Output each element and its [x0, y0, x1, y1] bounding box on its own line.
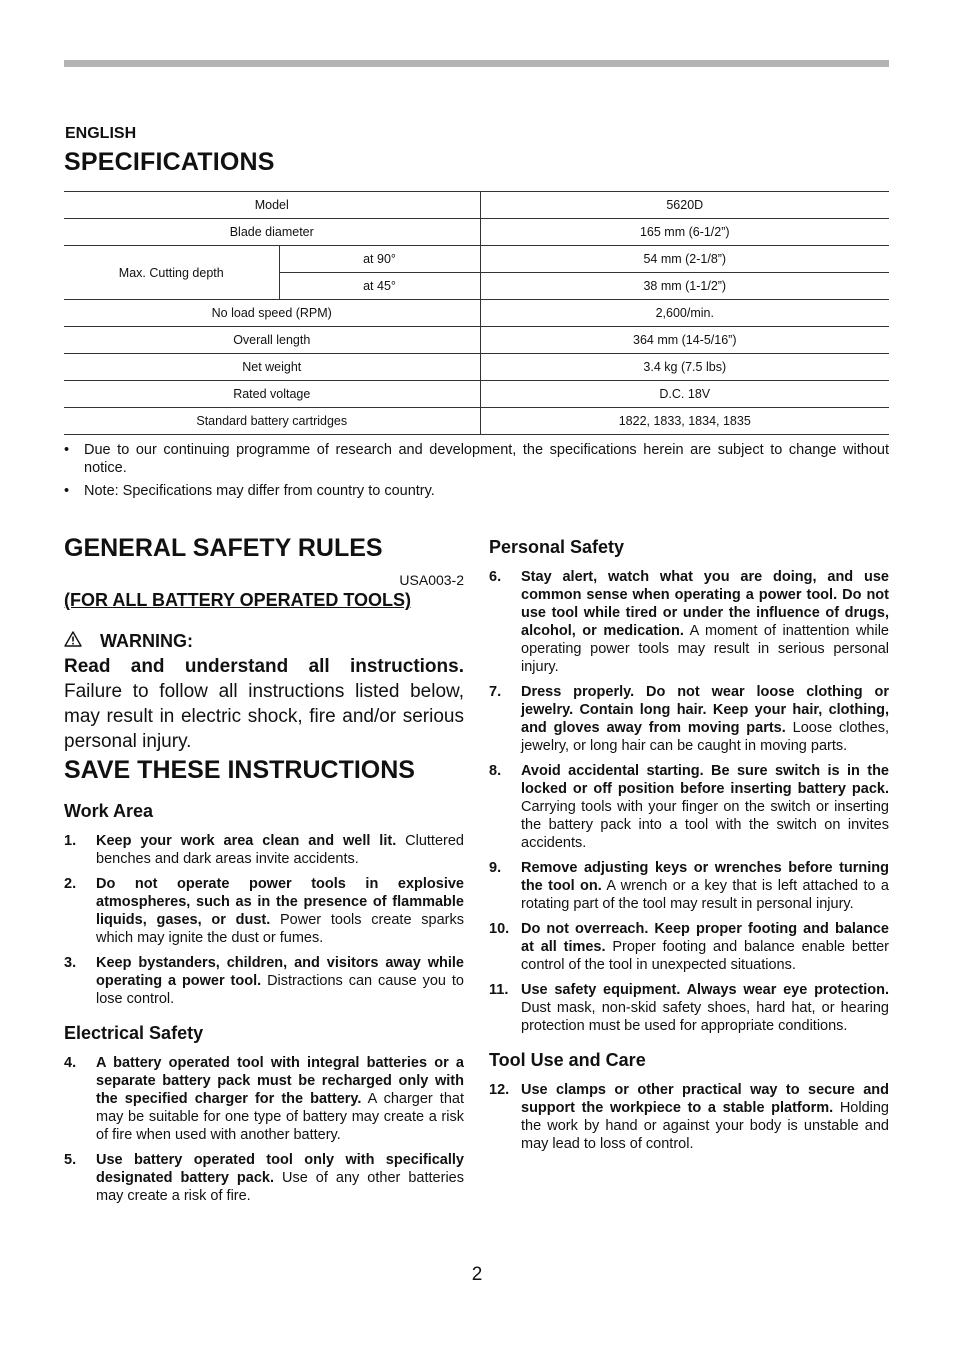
list-item [64, 1151, 464, 1205]
item-number: 5. [64, 1152, 77, 1168]
read-instructions-paragraph [64, 654, 464, 754]
read-instructions-text: Failure to follow all instructions listed below, may result in electric shock, fire and/or serious personal injury. [64, 681, 464, 752]
item-bold-text: Use safety equipment. Always wear eye protection. [521, 982, 889, 998]
item-number: 6. [489, 569, 502, 585]
item-number: 12. [489, 1082, 510, 1098]
table-row [64, 192, 889, 219]
warning-heading [64, 631, 464, 652]
spec-value: 38 mm (1-1/2”) [480, 273, 889, 300]
spec-label: Net weight [64, 354, 480, 381]
work-area-heading: Work Area [64, 801, 154, 821]
list-item [64, 832, 464, 868]
item-number: 1. [64, 833, 77, 849]
list-item [489, 981, 889, 1035]
item-body-text: Loose clothes, jewelry, or long hair can be caught in moving parts. [521, 720, 889, 754]
list-item [64, 954, 464, 1008]
item-bold-text: Stay alert, watch what you are doing, and use common sense when operating a power tool. Do not use tool while tired or under the influence of drugs, alcohol, or medication. [521, 569, 889, 639]
item-bold-text: Avoid accidental starting. Be sure switch is in the locked or off position before inserting battery pack. [521, 763, 889, 797]
item-text [96, 954, 464, 1008]
header-rule [64, 60, 889, 67]
item-body-text: Carrying tools with your finger on the switch or inserting the battery pack into a tool with the switch on invites accidents. [521, 799, 889, 851]
list-item [489, 683, 889, 755]
table-row [64, 327, 889, 354]
item-number: 11. [489, 982, 509, 998]
item-body-text: Dust mask, non-skid safety shoes, hard hat, or hearing protection must be used for appropriate conditions. [521, 1000, 889, 1034]
right-column [489, 536, 889, 1160]
item-body-text: Use of any other batteries may create a risk of fire. [96, 1170, 464, 1204]
spec-label: Rated voltage [64, 381, 480, 408]
item-body-text: Holding the work by hand or against your body is unstable and may lead to loss of control. [521, 1100, 890, 1152]
spec-value: 1822, 1833, 1834, 1835 [480, 408, 889, 435]
item-number: 3. [64, 955, 77, 971]
spec-value: 2,600/min. [480, 300, 889, 327]
spec-value: 5620D [480, 192, 889, 219]
item-text [521, 568, 889, 676]
list-item [489, 920, 889, 974]
safety-rules-title: GENERAL SAFETY RULES [64, 534, 383, 562]
personal-safety-heading: Personal Safety [489, 537, 625, 557]
table-row [64, 300, 889, 327]
list-item [64, 1054, 464, 1144]
item-text [521, 859, 889, 913]
spec-label: Max. Cutting depth [64, 246, 279, 300]
item-bold-text: A battery operated tool with integral batteries or a separate battery pack must be recharged only with the specified charger for the battery. [96, 1055, 464, 1107]
list-item [489, 762, 889, 852]
item-body-text: Proper footing and balance enable better control of the tool in unexpected situations. [521, 939, 889, 973]
for-all-tools-heading: (FOR ALL BATTERY OPERATED TOOLS) [64, 590, 412, 610]
electrical-safety-heading: Electrical Safety [64, 1023, 204, 1043]
spec-label: Blade diameter [64, 219, 480, 246]
save-instructions-title: SAVE THESE INSTRUCTIONS [64, 756, 415, 784]
item-body-text: Distractions can cause you to lose control. [96, 973, 464, 1007]
spec-label: No load speed (RPM) [64, 300, 480, 327]
item-text [96, 1054, 464, 1144]
item-text [521, 920, 889, 974]
list-item [489, 568, 889, 676]
item-bold-text: Do not overreach. Keep proper footing and balance at all times. [521, 921, 889, 955]
spec-label: Overall length [64, 327, 480, 354]
spec-value: D.C. 18V [480, 381, 889, 408]
spec-sublabel: at 90° [279, 246, 480, 273]
item-bold-text: Keep bystanders, children, and visitors away while operating a power tool. [96, 955, 464, 989]
table-row [64, 219, 889, 246]
item-body-text: A wrench or a key that is left attached to a rotating part of the tool may result in personal injury. [521, 878, 890, 912]
spec-label: Standard battery cartridges [64, 408, 480, 435]
table-row [64, 246, 889, 273]
item-bold-text: Use battery operated tool only with specifically designated battery pack. [96, 1152, 464, 1186]
list-item: • Due to our continuing programme of research and development, the specifications herein are subject to change without notice. [64, 441, 889, 477]
table-row [64, 354, 889, 381]
item-text [521, 762, 889, 852]
spec-label: Model [64, 192, 480, 219]
item-number: 2. [64, 876, 77, 892]
list-item: • Note: Specifications may differ from country to country. [64, 482, 889, 500]
item-text [521, 683, 889, 755]
item-number: 9. [489, 860, 502, 876]
table-row [64, 381, 889, 408]
item-body-text: A charger that may be suitable for one type of battery may create a risk of fire when used with another battery. [96, 1091, 464, 1143]
spec-notes [64, 441, 889, 505]
document-code: USA003-2 [399, 572, 464, 588]
table-row [64, 408, 889, 435]
list-item [489, 859, 889, 913]
spec-value: 165 mm (6-1/2”) [480, 219, 889, 246]
item-number: 10. [489, 921, 510, 937]
item-bold-text: Use clamps or other practical way to secure and support the workpiece to a stable platform. [521, 1082, 889, 1116]
item-bold-text: Do not operate power tools in explosive atmospheres, such as in the presence of flammable liquids, gases, or dust. [96, 876, 464, 928]
item-number: 8. [489, 763, 502, 779]
item-text [521, 981, 889, 1035]
item-number: 7. [489, 684, 502, 700]
left-column [64, 532, 464, 1212]
tool-use-heading: Tool Use and Care [489, 1050, 646, 1070]
list-item [64, 875, 464, 947]
item-body-text: Cluttered benches and dark areas invite accidents. [96, 833, 464, 867]
item-text [521, 1081, 889, 1153]
item-number: 4. [64, 1055, 77, 1071]
spec-value: 54 mm (2-1/8”) [480, 246, 889, 273]
warning-triangle-icon [64, 631, 84, 652]
warning-label: WARNING: [100, 631, 193, 651]
specifications-table [64, 191, 889, 435]
item-text [96, 1151, 464, 1205]
spec-value: 364 mm (14-5/16”) [480, 327, 889, 354]
page-number: 2 [471, 1264, 483, 1285]
item-bold-text: Dress properly. Do not wear loose clothing or jewelry. Contain long hair. Keep your hair, clothing, and gloves away from moving parts. [521, 684, 889, 736]
language-label: ENGLISH [65, 125, 137, 142]
item-text [96, 875, 464, 947]
spec-value: 3.4 kg (7.5 lbs) [480, 354, 889, 381]
item-body-text: A moment of inattention while operating power tools may result in serious personal injury. [521, 623, 889, 675]
read-instructions-bold: Read and understand all instructions. [64, 656, 464, 677]
list-item [489, 1081, 889, 1153]
item-body-text: Power tools create sparks which may ignite the dust or fumes. [96, 912, 464, 946]
item-bold-text: Keep your work area clean and well lit. [96, 833, 397, 849]
item-bold-text: Remove adjusting keys or wrenches before turning the tool on. [521, 860, 889, 894]
specifications-title: SPECIFICATIONS [64, 148, 275, 176]
spec-sublabel: at 45° [279, 273, 480, 300]
item-text [96, 832, 464, 868]
